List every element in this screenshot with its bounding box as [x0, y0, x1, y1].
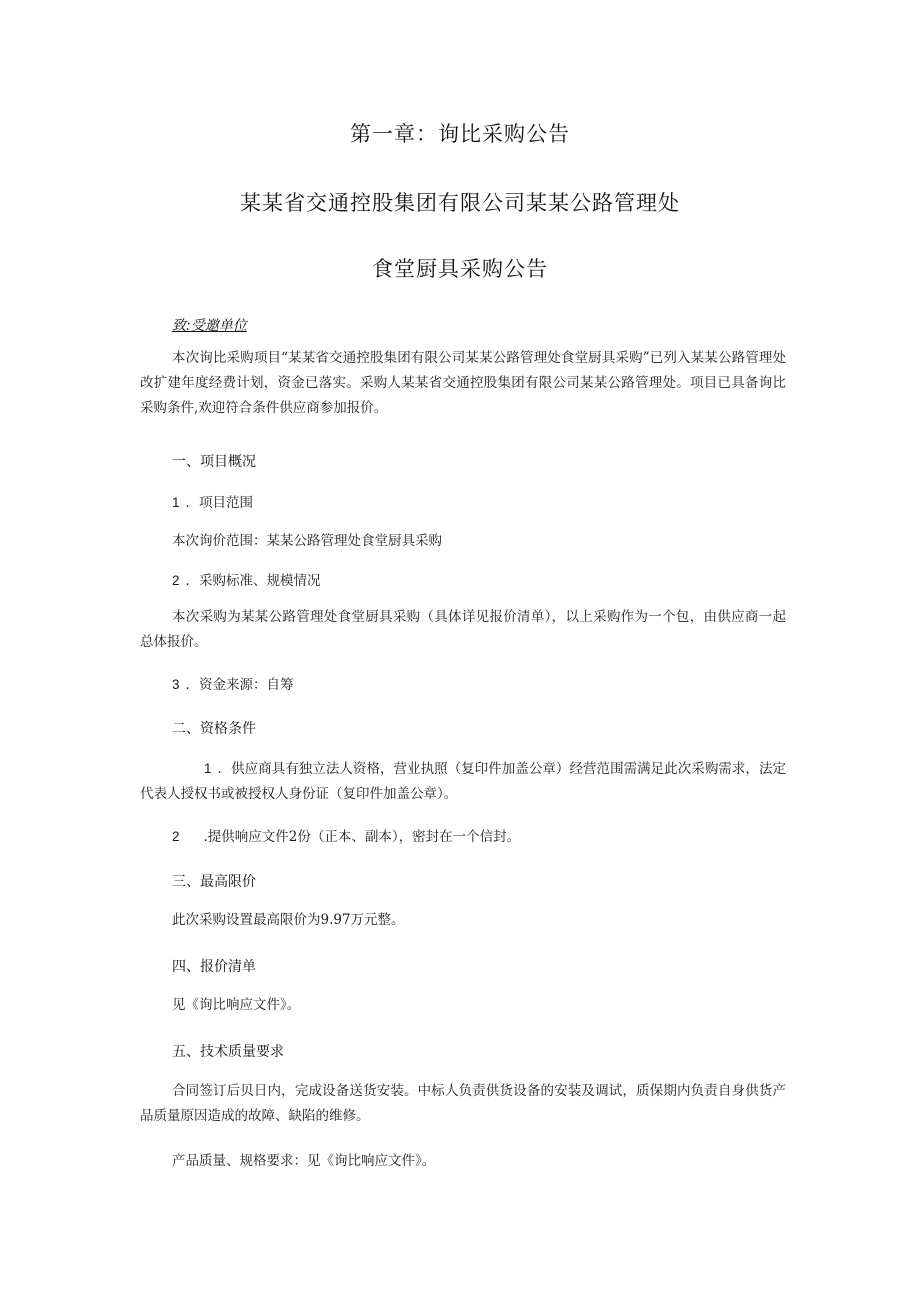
- chapter-title: 第一章：询比采购公告: [350, 122, 570, 146]
- section-1-item-3: [172, 568, 321, 594]
- item-number: 2: [172, 573, 180, 588]
- section-2-item-1: [140, 756, 786, 807]
- section-5-item-1: 合同签订后贝日内，完成设备送货安装。中标人负责供货设备的安装及调试，质保期内负责自身供货产品质量原因造成的故障、缺陷的维修。: [140, 1083, 786, 1124]
- addressee: 致:受邀单位: [172, 318, 247, 334]
- section-3-item-1: 此次采购设置最高限价为9.97万元整。: [172, 912, 405, 928]
- section-heading-1: 一、项目概况: [172, 454, 256, 470]
- section-heading-2: 二、资格条件: [172, 721, 256, 737]
- item-text: ．供应商具有独立法人资格，营业执照（复印件加盖公章）经营范围需满足此次采购需求，法定代表人授权书或被授权人身份证（复印件加盖公章）。: [140, 761, 786, 802]
- item-text: .提供响应文件2份（正本、副本），密封在一个信封。: [203, 829, 521, 845]
- item-number: 1: [172, 495, 180, 510]
- section-heading-4: 四、报价清单: [172, 959, 256, 975]
- item-text: ．资金来源：自筹: [185, 677, 294, 693]
- document-title-line-1: 某某省交通控股集团有限公司某某公路管理处: [240, 191, 680, 215]
- section-2-item-2: [172, 824, 520, 850]
- intro-paragraph: 本次询比采购项目“某某省交通控股集团有限公司某某公路管理处食堂厨具采购”已列入某某公路管理处改扩建年度经费计划，资金已落实。采购人某某省交通控股集团有限公司某某公路管理处。项目已具备询比采购条件,欢迎符合条件供应商参加报价。: [140, 350, 786, 416]
- section-1-item-2: 本次询价范围：某某公路管理处食堂厨具采购: [172, 533, 442, 549]
- section-1-item-5: [172, 672, 294, 698]
- item-text: ．项目范围: [185, 495, 254, 511]
- section-5-item-2: 产品质量、规格要求：见《询比响应文件》。: [172, 1153, 436, 1169]
- item-number: 2: [172, 829, 180, 844]
- document-title-line-2: 食堂厨具采购公告: [372, 257, 548, 281]
- item-text: ．采购标准、规模情况: [185, 573, 321, 589]
- section-1-item-1: [172, 490, 253, 516]
- section-4-item-1: 见《询比响应文件》。: [172, 997, 301, 1013]
- item-number: 3: [172, 677, 180, 692]
- section-heading-3: 三、最高限价: [172, 874, 256, 890]
- item-number: 1: [204, 761, 212, 776]
- section-1-item-4: 本次采购为某某公路管理处食堂厨具采购（具体详见报价清单），以上采购作为一个包，由供应商一起总体报价。: [140, 609, 786, 650]
- section-heading-5: 五、技术质量要求: [172, 1044, 284, 1060]
